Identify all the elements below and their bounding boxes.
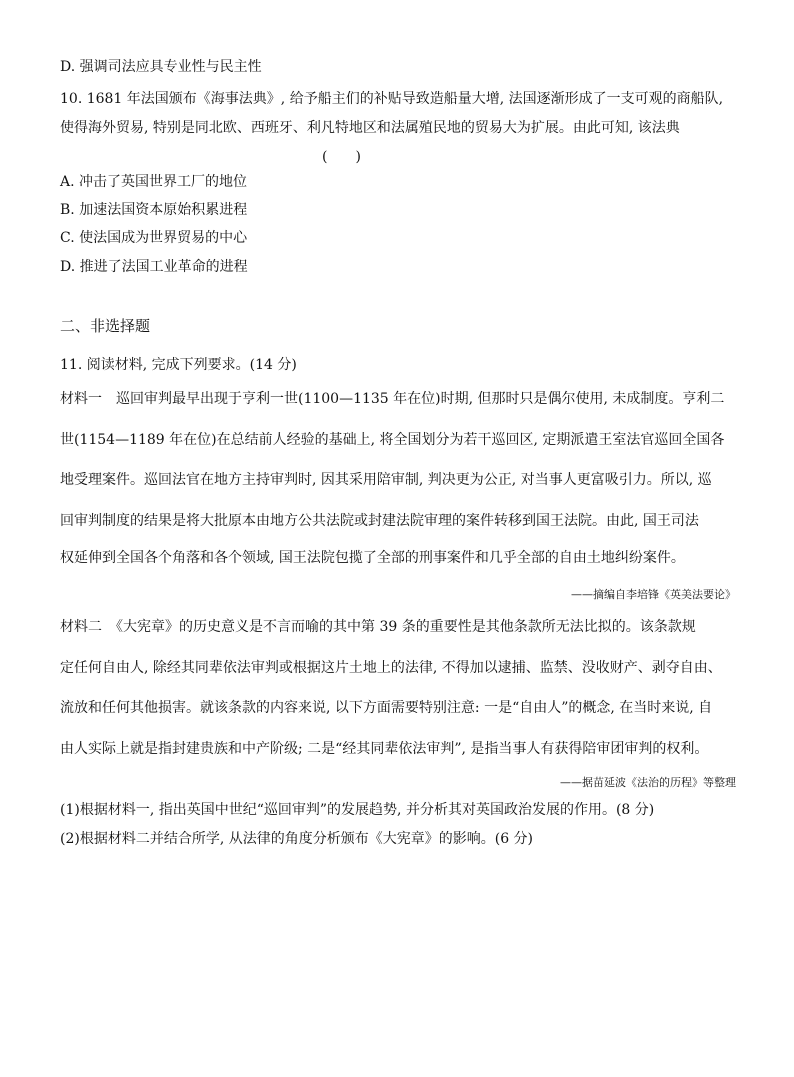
material1-line-2: 世(1154—1189 年在位)在总结前人经验的基础上, 将全国划分为若干巡回区, 定期派遣王室法官巡回全国各 bbox=[60, 432, 725, 448]
q10-option-b: B. 加速法国资本原始积累进程 bbox=[60, 202, 248, 218]
q9-option-d: D. 强调司法应具专业性与民主性 bbox=[60, 59, 262, 75]
q10-option-a: A. 冲击了英国世界工厂的地位 bbox=[60, 174, 248, 190]
material1-line-3: 地受理案件。巡回法官在地方主持审判时, 因其采用陪审制, 判决更为公正, 对当事人更富吸引力。所以, 巡 bbox=[60, 472, 712, 488]
q10-stem-line-2: 使得海外贸易, 特别是同北欧、西班牙、利凡特地区和法属殖民地的贸易大为扩展。由此可知, 该法典 bbox=[60, 120, 680, 136]
material2-line-1: 材料二 《大宪章》的历史意义是不言而喻的其中第 39 条的重要性是其他条款所无法比拟的。该条款规 bbox=[60, 619, 696, 635]
material1-line-4: 回审判制度的结果是将大批原本由地方公共法院或封建法院审理的案件转移到国王法院。由此, 国王司法 bbox=[60, 513, 699, 529]
material1-source: ——摘编自李培锋《英美法要论》 bbox=[571, 588, 736, 601]
q10-answer-blank: ( ) bbox=[322, 149, 361, 165]
material2-line-3: 流放和任何其他损害。就该条款的内容来说, 以下方面需要特别注意: 一是“自由人”的概念, 在当时来说, 自 bbox=[60, 700, 713, 716]
material1-line-5: 权延伸到全国各个角落和各个领域, 国王法院包揽了全部的刑事案件和几乎全部的自由土地纠纷案件。 bbox=[60, 550, 685, 566]
material2-source: ——据苗延波《法治的历程》等整理 bbox=[560, 776, 736, 789]
q10-option-c: C. 使法国成为世界贸易的中心 bbox=[60, 230, 248, 246]
q11-intro: 11. 阅读材料, 完成下列要求。(14 分) bbox=[60, 357, 297, 373]
material2-line-4: 由人实际上就是指封建贵族和中产阶级; 二是“经其同辈依法审判”, 是指当事人有获得陪审团审判的权利。 bbox=[60, 741, 709, 757]
material1-line-1: 材料一 巡回审判最早出现于亨利一世(1100—1135 年在位)时期, 但那时只是偶尔使用, 未成制度。亨利二 bbox=[60, 391, 725, 407]
q11-question-1: (1)根据材料一, 指出英国中世纪“巡回审判”的发展趋势, 并分析其对英国政治发展的作用。(8 分) bbox=[60, 802, 655, 818]
q11-question-2: (2)根据材料二并结合所学, 从法律的角度分析颁布《大宪章》的影响。(6 分) bbox=[60, 831, 534, 847]
q10-option-d: D. 推进了法国工业革命的进程 bbox=[60, 259, 248, 275]
material2-line-2: 定任何自由人, 除经其同辈依法审判或根据这片土地上的法律, 不得加以逮捕、监禁、没收财产、剥夺自由、 bbox=[60, 660, 722, 676]
q10-stem-line-1: 10. 1681 年法国颁布《海事法典》, 给予船主们的补贴导致造船量大增, 法国逐渐形成了一支可观的商船队, bbox=[60, 91, 724, 107]
section-title: 二、非选择题 bbox=[60, 317, 151, 335]
